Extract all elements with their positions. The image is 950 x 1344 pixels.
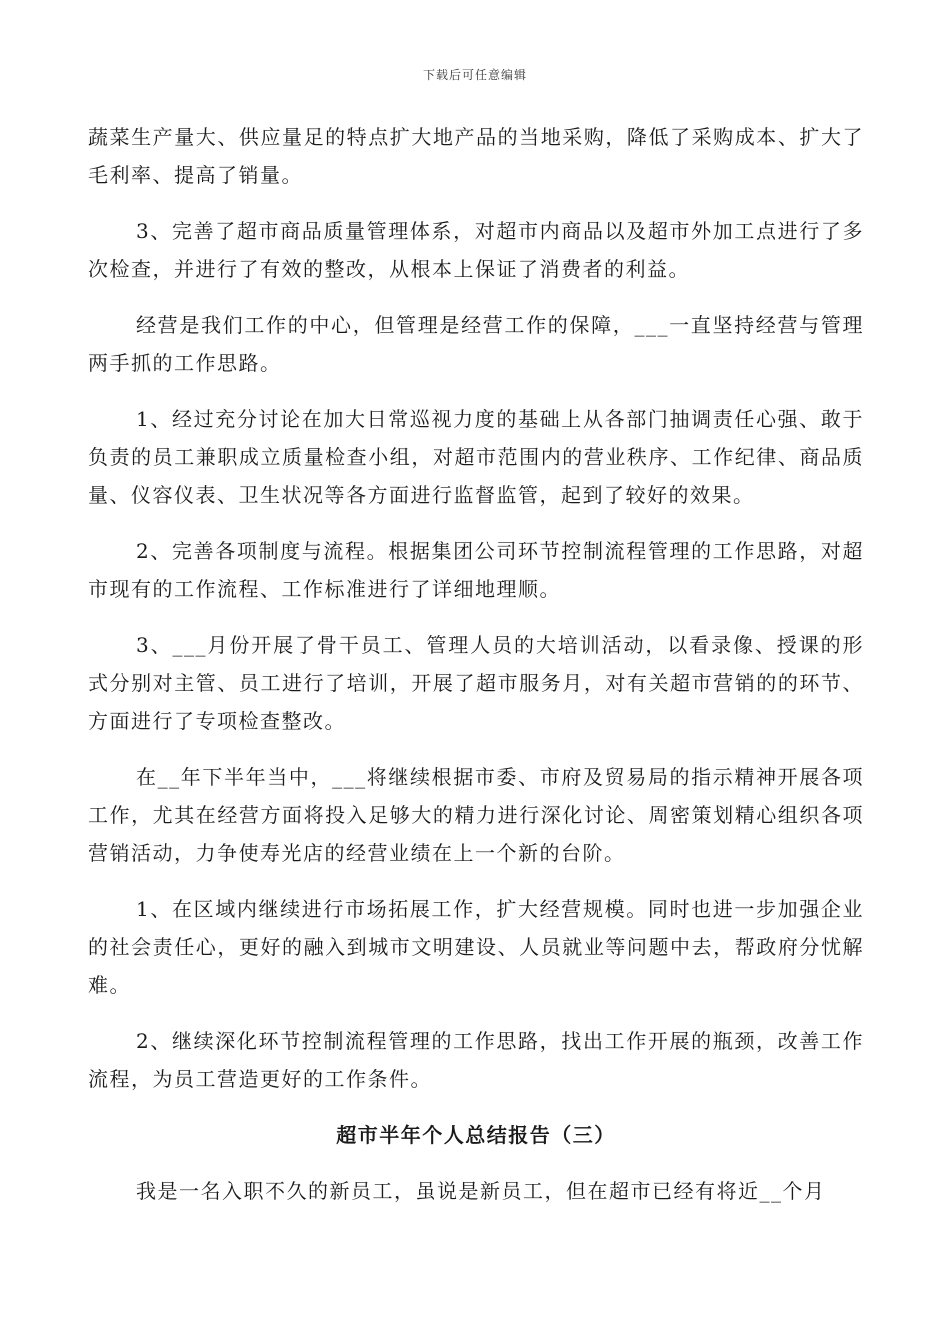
paragraph-7: 在__年下半年当中，___将继续根据市委、市府及贸易局的指示精神开展各项工作，尤其在经营方面将投入足够大的精力进行深化讨论、周密策划精心组织各项营销活动，力争使寿光店的经营业绩在上一个新的台阶。 (88, 765, 864, 865)
document-body (88, 118, 864, 1228)
paragraph-8: 1、在区域内继续进行市场拓展工作，扩大经营规模。同时也进一步加强企业的社会责任心，更好的融入到城市文明建设、人员就业等问题中去，帮政府分忧解难。 (88, 897, 864, 997)
paragraph-9: 2、继续深化环节控制流程管理的工作思路，找出工作开展的瓶颈，改善工作流程，为员工营造更好的工作条件。 (88, 1029, 864, 1091)
header-note: 下载后可任意编辑 (422, 68, 527, 82)
paragraph-1: 蔬菜生产量大、供应量足的特点扩大地产品的当地采购，降低了采购成本、扩大了毛利率、提高了销量。 (88, 125, 864, 187)
paragraph-4: 1、经过充分讨论在加大日常巡视力度的基础上从各部门抽调责任心强、敢于负责的员工兼职成立质量检查小组，对超市范围内的营业秩序、工作纪律、商品质量、仪容仪表、卫生状况等各方面进行监督监管，起到了较好的效果。 (88, 407, 864, 507)
section-title: 超市半年个人总结报告（三） (336, 1123, 616, 1147)
paragraph-5: 2、完善各项制度与流程。根据集团公司环节控制流程管理的工作思路，对超市现有的工作流程、工作标准进行了详细地理顺。 (88, 539, 864, 601)
paragraph-2: 3、完善了超市商品质量管理体系，对超市内商品以及超市外加工点进行了多次检查，并进行了有效的整改，从根本上保证了消费者的利益。 (88, 219, 864, 281)
paragraph-3: 经营是我们工作的中心，但管理是经营工作的保障，___一直坚持经营与管理两手抓的工作思路。 (88, 313, 864, 375)
section-first-paragraph: 我是一名入职不久的新员工，虽说是新员工，但在超市已经有将近__个月 (136, 1179, 826, 1203)
paragraph-6: 3、___月份开展了骨干员工、管理人员的大培训活动，以看录像、授课的形式分别对主管、员工进行了培训，开展了超市服务月，对有关超市营销的的环节、方面进行了专项检查整改。 (88, 633, 864, 733)
